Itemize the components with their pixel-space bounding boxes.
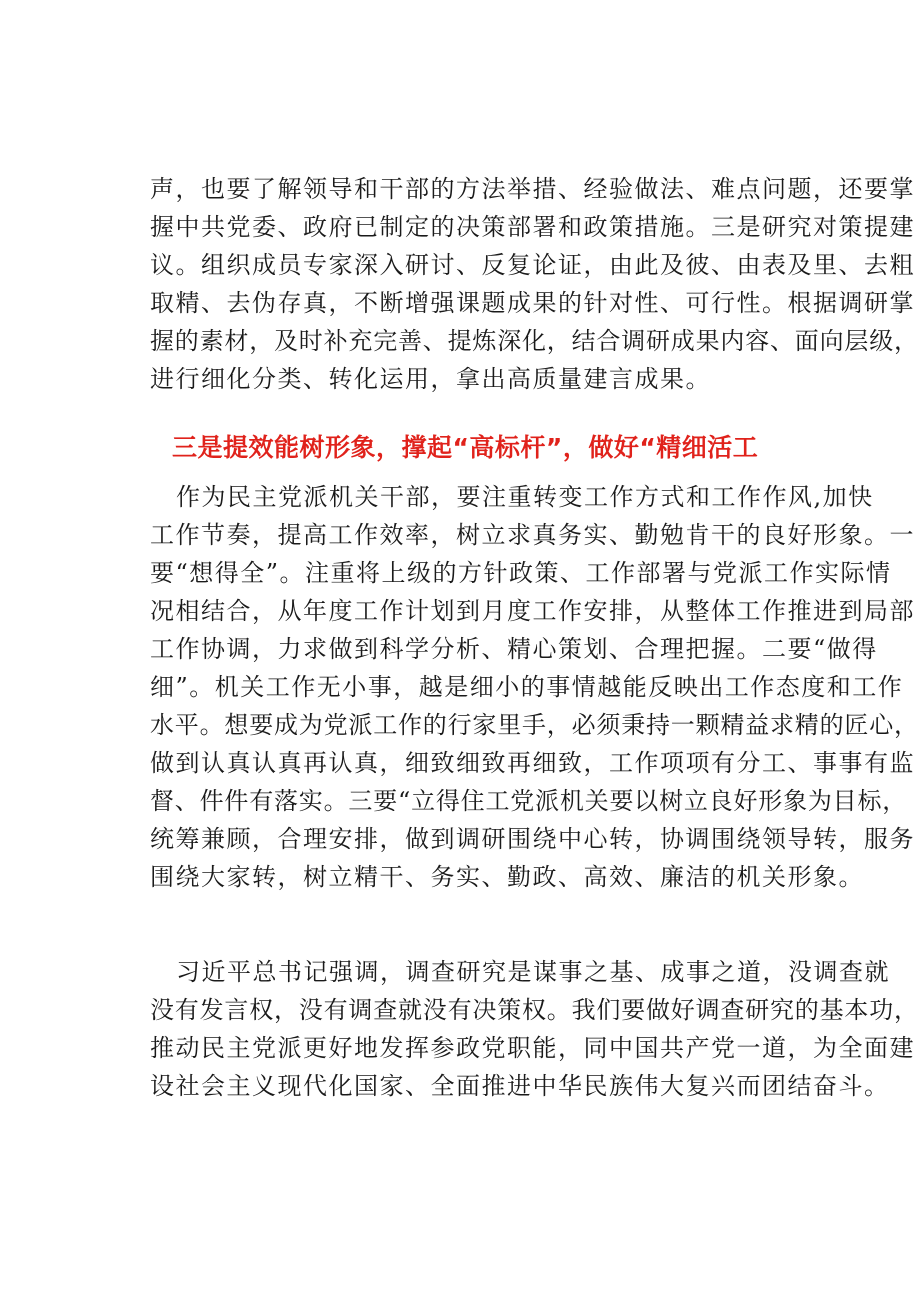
section-heading: 三是提效能树形象，撑起“高标杆”，做好“精细活工 [172, 433, 759, 462]
paragraph-line: 习近平总书记强调，调查研究是谋事之基、成事之道，没调查就 [176, 958, 890, 986]
paragraph-line: 水平。想要成为党派工作的行家里手，必须秉持一颗精益求精的匠心， [150, 711, 919, 739]
paragraph-line: 要“想得全”。注重将上级的方针政策、工作部署与党派工作实际情 [150, 559, 892, 587]
paragraph-line: 况相结合，从年度工作计划到月度工作安排，从整体工作推进到局部 [150, 597, 915, 625]
paragraph-line: 统筹兼顾，合理安排，做到调研围绕中心转，协调围绕领导转，服务 [150, 825, 915, 853]
paragraph-line: 没有发言权，没有调查就没有决策权。我们要做好调查研究的基本功， [150, 996, 919, 1024]
paragraph-line: 督、件件有落实。三要“立得住工党派机关要以树立良好形象为目标， [150, 787, 908, 815]
paragraph-line: 细”。机关工作无小事，越是细小的事情越能反映出工作态度和工作 [150, 673, 904, 701]
paragraph-line: 取精、去伪存真，不断增强课题成果的针对性、可行性。根据调研掌 [150, 289, 915, 317]
paragraph-line: 做到认真认真再认真，细致细致再细致，工作项项有分工、事事有监 [150, 749, 915, 777]
paragraph-line: 推动民主党派更好地发挥参政党职能，同中国共产党一道，为全面建 [150, 1034, 915, 1062]
paragraph-line: 握中共党委、政府已制定的决策部署和政策措施。三是研究对策提建 [150, 213, 915, 241]
paragraph-line: 围绕大家转，树立精干、务实、勤政、高效、廉洁的机关形象。 [150, 863, 864, 891]
paragraph-line: 作为民主党派机关干部，要注重转变工作方式和工作作风,加快 [176, 483, 874, 511]
paragraph-line: 设社会主义现代化国家、全面推进中华民族伟大复兴而团结奋斗。 [150, 1072, 890, 1100]
paragraph-3 [150, 953, 919, 1105]
paragraph-line: 工作节奏，提高工作效率，树立求真务实、勤勉肯干的良好形象。一 [150, 521, 915, 549]
paragraph-line: 声，也要了解领导和干部的方法举措、经验做法、难点问题，还要掌 [150, 175, 915, 203]
paragraph-line: 握的素材，及时补充完善、提炼深化，结合调研成果内容、面向层级， [150, 327, 919, 355]
paragraph-line: 工作协调，力求做到科学分析、精心策划、合理把握。二要“做得 [150, 635, 878, 663]
paragraph-line: 议。组织成员专家深入研讨、反复论证，由此及彼、由表及里、去粗 [150, 251, 915, 279]
paragraph-line: 进行细化分类、转化运用，拿出高质量建言成果。 [150, 365, 711, 393]
paragraph-1 [150, 170, 919, 398]
paragraph-2 [150, 478, 919, 896]
